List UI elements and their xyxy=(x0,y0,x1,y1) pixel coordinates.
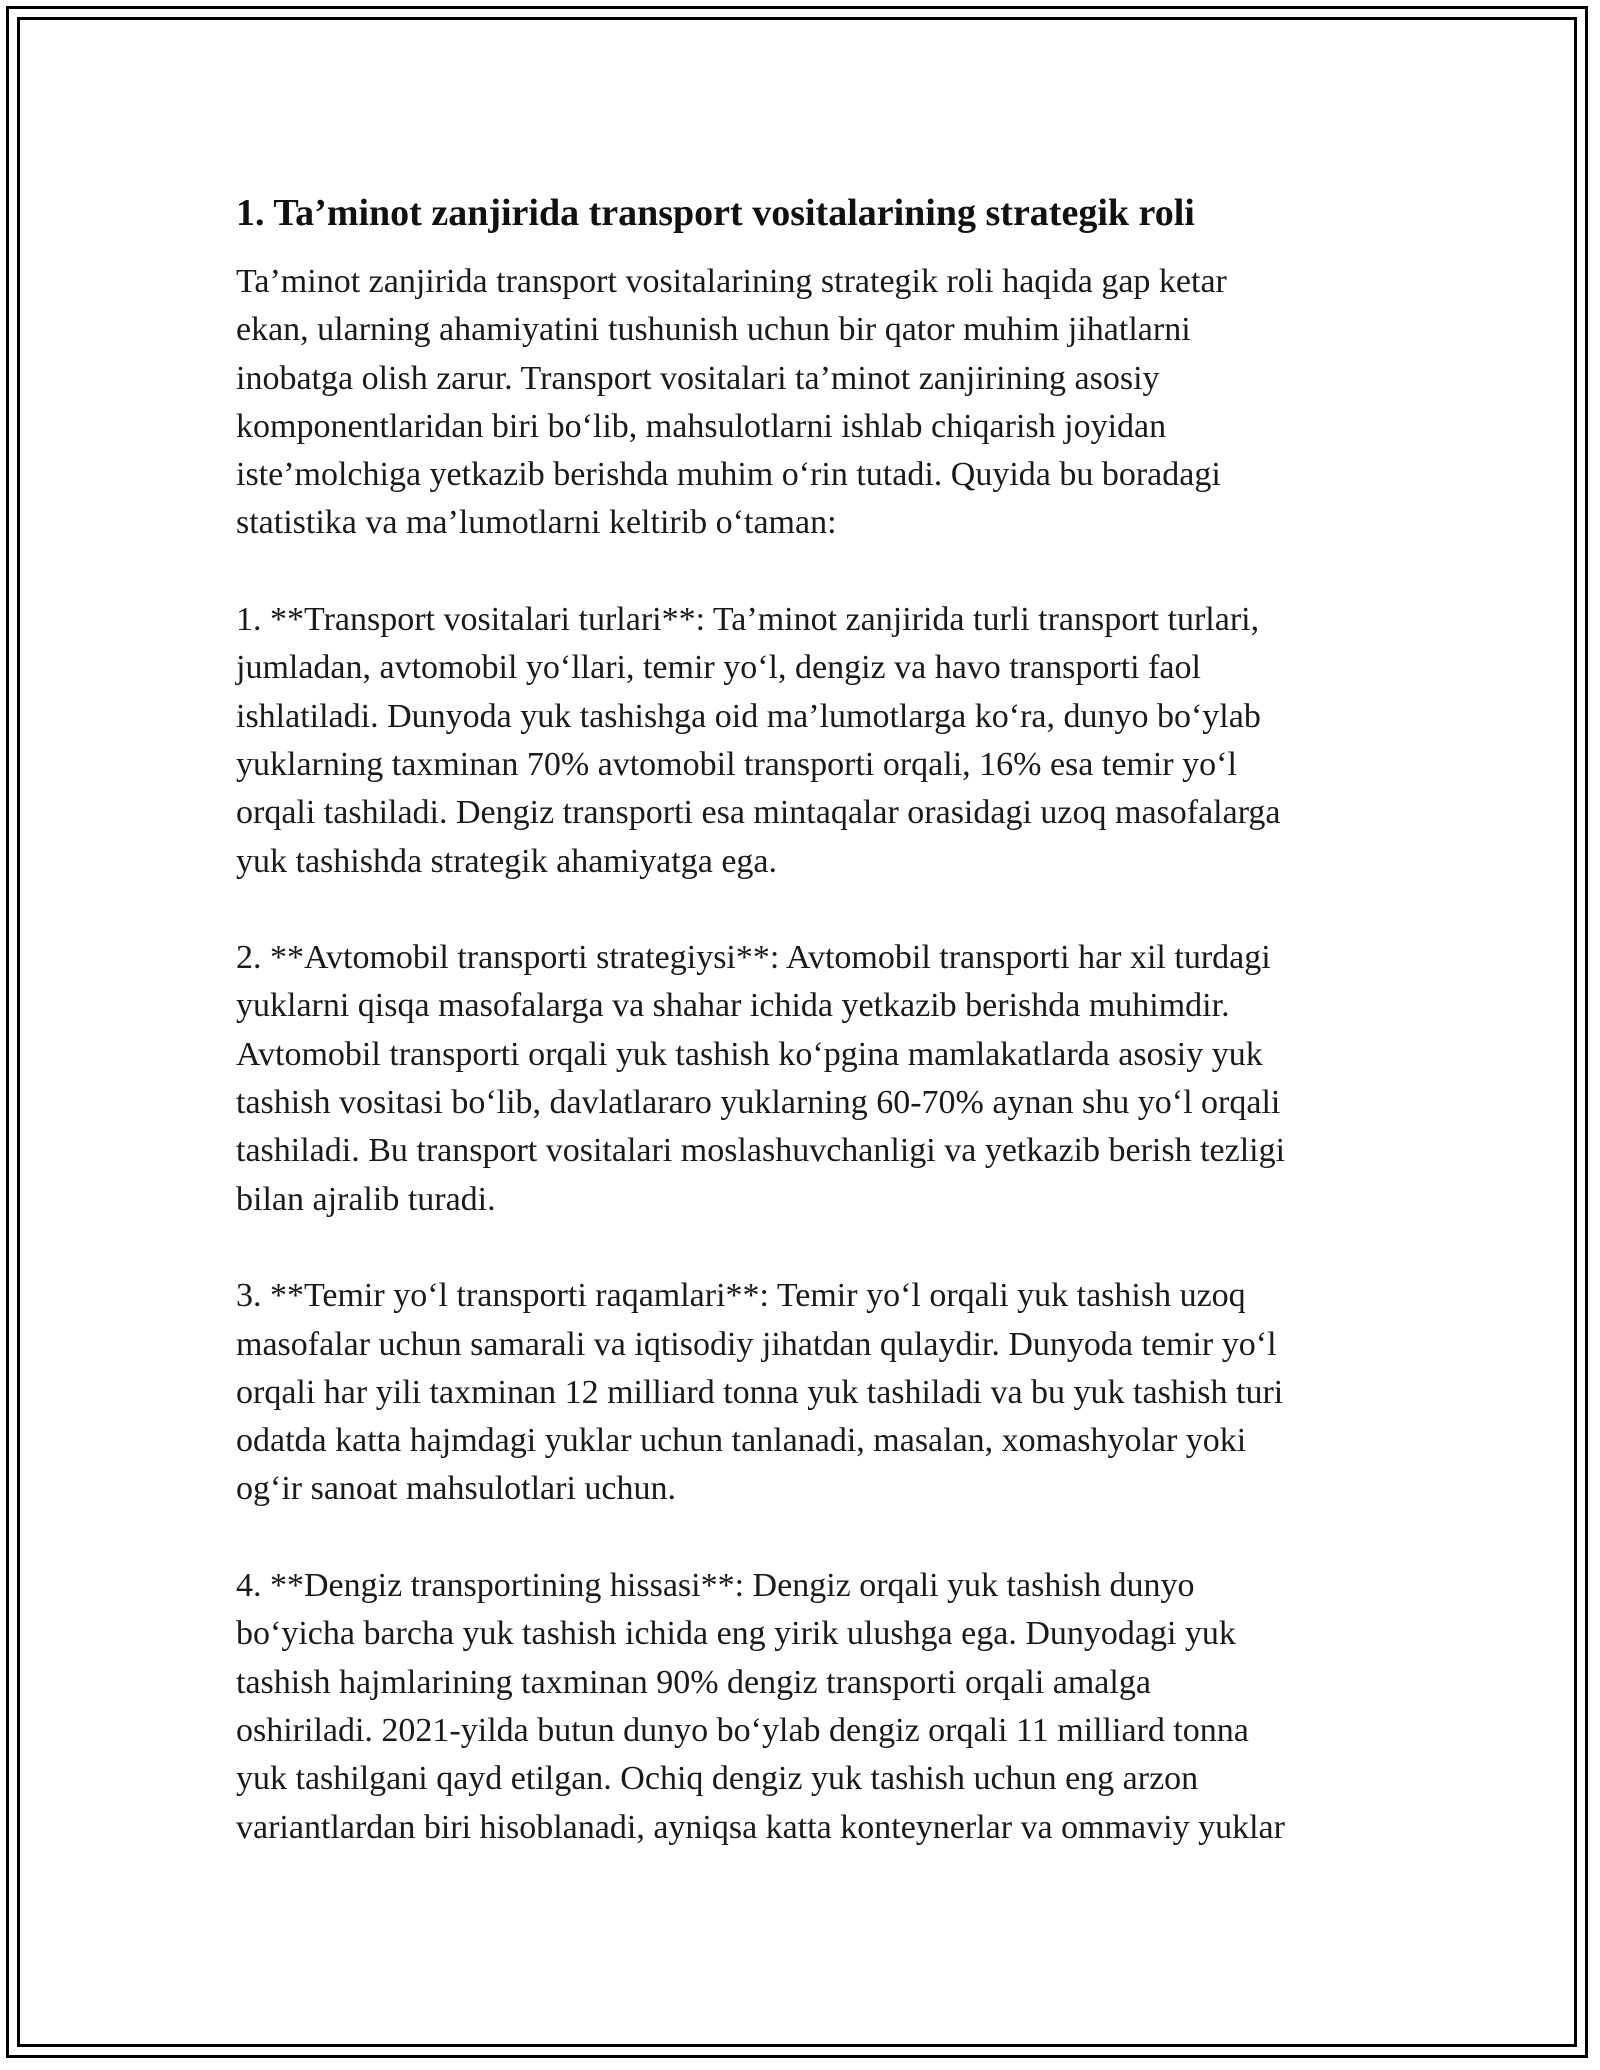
text-line: yuk tashilgani qayd etilgan. Ochiq dengiz yuk tashish uchun eng arzon xyxy=(236,1760,1199,1798)
text-line: ekan, ularning ahamiyatini tushunish uchun bir qator muhim jihatlarni xyxy=(236,311,1191,349)
text-line: tashish vositasi bo‘lib, davlatlararo yuklarning 60-70% aynan shu yo‘l orqali xyxy=(236,1084,1281,1122)
text-line: bilan ajralib turadi. xyxy=(236,1180,496,1218)
text-line: 4. **Dengiz transportining hissasi**: Dengiz orqali yuk tashish dunyo xyxy=(236,1567,1195,1605)
text-line: inobatga olish zarur. Transport vositalari ta’minot zanjirining asosiy xyxy=(236,359,1160,397)
text-line: oshiriladi. 2021-yilda butun dunyo bo‘ylab dengiz orqali 11 milliard tonna xyxy=(236,1711,1249,1749)
text-line: 1. **Transport vositalari turlari**: Ta’minot zanjirida turli transport turlari, xyxy=(236,601,1260,639)
text-line: orqali tashiladi. Dengiz transporti esa mintaqalar orasidagi uzoq masofalarga xyxy=(236,794,1281,832)
text-line: orqali har yili taxminan 12 milliard tonna yuk tashiladi va bu yuk tashish turi xyxy=(236,1373,1284,1411)
text-line: Avtomobil transporti orqali yuk tashish ko‘pgina mamlakatlarda asosiy yuk xyxy=(236,1035,1263,1073)
text-line: iste’molchiga yetkazib berishda muhim o‘rin tutadi. Quyida bu boradagi xyxy=(236,456,1221,494)
text-line: yuklarning taxminan 70% avtomobil transporti orqali, 16% esa temir yo‘l xyxy=(236,745,1237,783)
text-line: ishlatiladi. Dunyoda yuk tashishga oid ma’lumotlarga ko‘ra, dunyo bo‘ylab xyxy=(236,697,1261,735)
list-item-transport-types xyxy=(236,596,1396,886)
text-line: og‘ir sanoat mahsulotlari uchun. xyxy=(236,1470,677,1508)
text-line: odatda katta hajmdagi yuklar uchun tanlanadi, masalan, xomashyolar yoki xyxy=(236,1422,1247,1460)
text-line: jumladan, avtomobil yo‘llari, temir yo‘l, dengiz va havo transporti faol xyxy=(236,649,1201,687)
list-item-rail-transport xyxy=(236,1272,1396,1513)
text-line: 2. **Avtomobil transporti strategiysi**: Avtomobil transporti har xil turdagi xyxy=(236,939,1271,977)
intro-paragraph xyxy=(236,258,1396,548)
text-line: statistika va ma’lumotlarni keltirib o‘taman: xyxy=(236,504,837,542)
document-body xyxy=(236,188,1396,1852)
list-item-sea-transport xyxy=(236,1562,1396,1852)
text-line: 3. **Temir yo‘l transporti raqamlari**: Temir yo‘l orqali yuk tashish uzoq xyxy=(236,1277,1246,1315)
text-line: Ta’minot zanjirida transport vositalarining strategik roli haqida gap ketar xyxy=(236,263,1227,300)
text-line: tashish hajmlarining taxminan 90% dengiz transporti orqali amalga xyxy=(236,1663,1151,1701)
text-line: komponentlaridan biri bo‘lib, mahsulotlarni ishlab chiqarish joyidan xyxy=(236,407,1167,445)
text-line: variantlardan biri hisoblanadi, ayniqsa katta konteynerlar va ommaviy yuklar xyxy=(236,1808,1285,1846)
text-line: yuklarni qisqa masofalarga va shahar ichida yetkazib berishda muhimdir. xyxy=(236,987,1230,1025)
section-heading: 1. Ta’minot zanjirida transport vositalarining strategik roli xyxy=(236,192,1195,234)
text-line: tashiladi. Bu transport vositalari moslashuvchanligi va yetkazib berish tezligi xyxy=(236,1132,1286,1170)
text-line: masofalar uchun samarali va iqtisodiy jihatdan qulaydir. Dunyoda temir yo‘l xyxy=(236,1325,1277,1363)
list-item-road-transport xyxy=(236,934,1396,1224)
text-line: yuk tashishda strategik ahamiyatga ega. xyxy=(236,842,777,880)
text-line: bo‘yicha barcha yuk tashish ichida eng yirik ulushga ega. Dunyodagi yuk xyxy=(236,1615,1236,1653)
